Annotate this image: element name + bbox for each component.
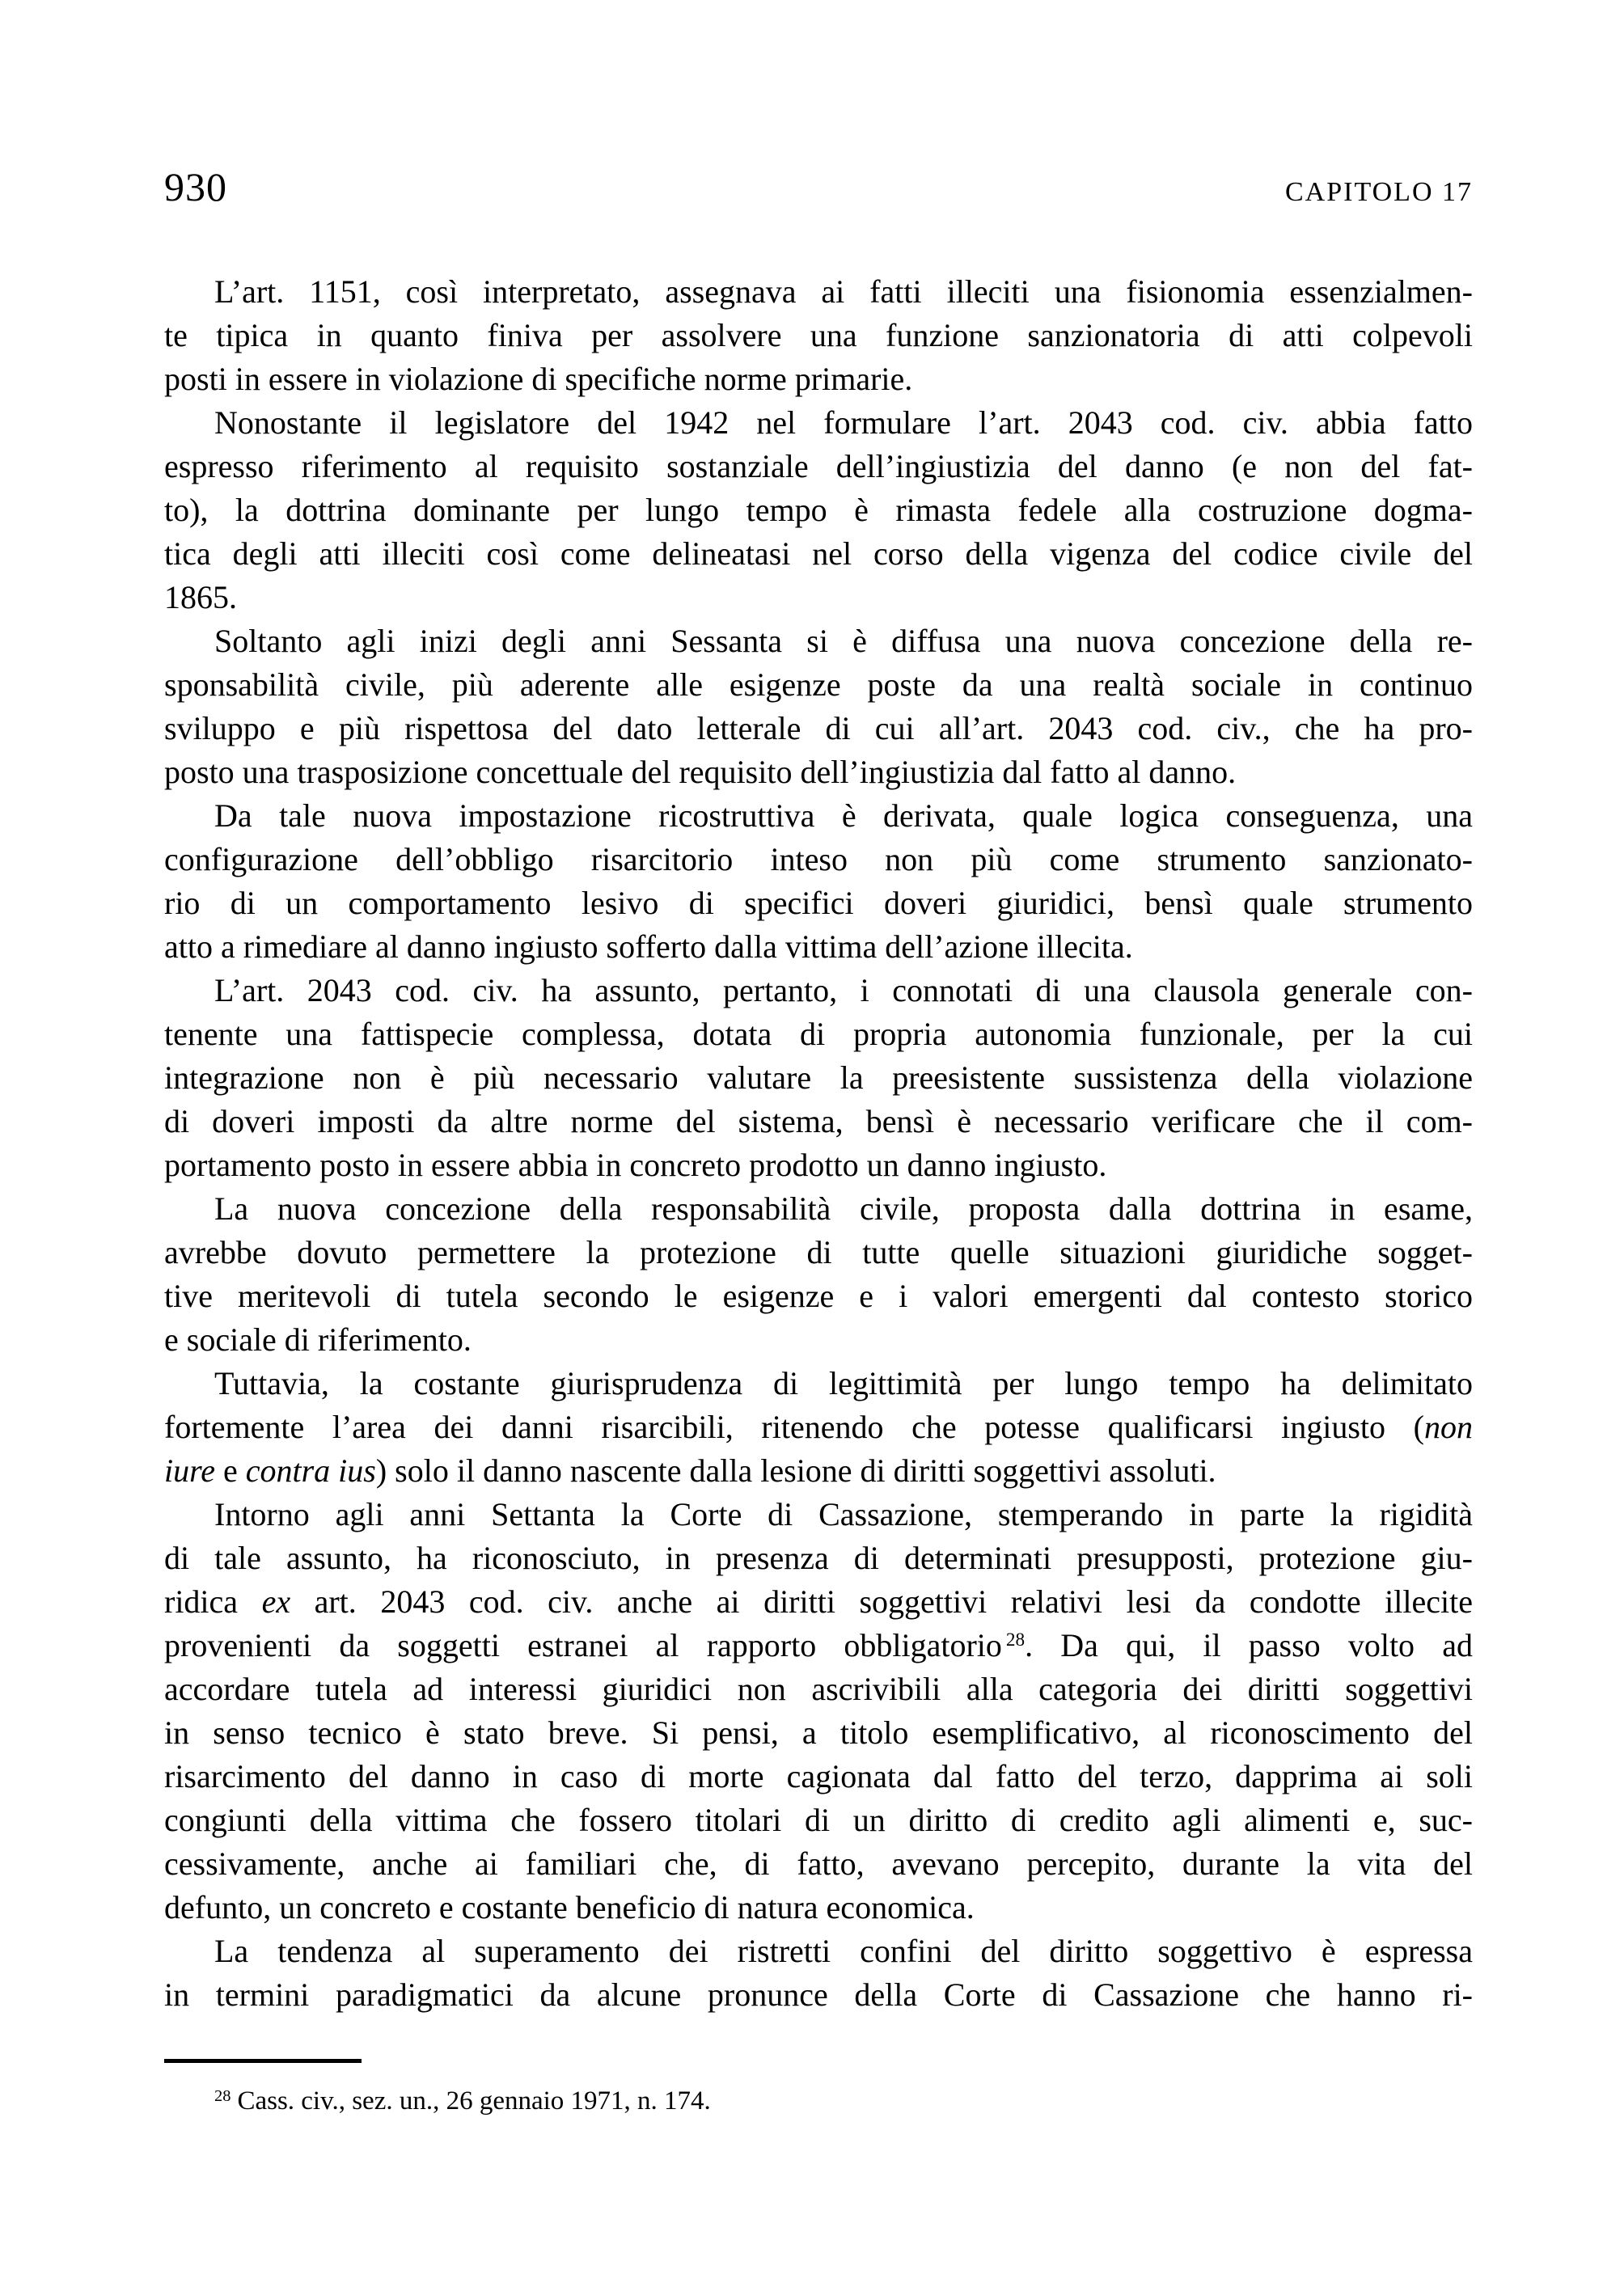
text-line — [164, 663, 1473, 707]
text-line — [164, 838, 1473, 881]
body-text — [164, 270, 1473, 2017]
text-line — [164, 1842, 1473, 1886]
text-segment: di doveri imposti da altre norme del sistema, bensì è necessario verificare che il com- — [164, 1103, 1473, 1139]
text-line — [164, 1886, 1473, 1930]
paragraph — [164, 969, 1473, 1187]
text-line — [164, 925, 1473, 969]
text-segment: ) solo il danno nascente dalla lesione di diritti soggettivi assoluti. — [375, 1452, 1216, 1489]
text-segment: tenente una fattispecie complessa, dotata di propria autonomia funzionale, per la cui — [164, 1016, 1473, 1052]
text-line — [164, 1624, 1473, 1668]
text-segment: congiunti della vittima che fossero titolari di un diritto di credito agli alimenti e, suc- — [164, 1802, 1473, 1838]
text-line — [164, 314, 1473, 357]
text-segment: fortemente l’area dei danni risarcibili, ritenendo che potesse qualificarsi ingiusto ( — [164, 1409, 1424, 1445]
text-segment: art. 2043 cod. civ. anche ai diritti soggettivi relativi lesi da condotte illecite — [290, 1583, 1473, 1620]
text-segment: Tuttavia, la costante giurisprudenza di legittimità per lungo tempo ha delimitato — [214, 1365, 1473, 1401]
text-segment: atto a rimediare al danno ingiusto sofferto dalla vittima dell’azione illecita. — [164, 928, 1133, 965]
text-line — [164, 794, 1473, 838]
footnote-separator — [164, 2059, 362, 2063]
text-segment: La tendenza al superamento dei ristretti confini del diritto soggettivo è espressa — [214, 1933, 1473, 1969]
text-line — [164, 707, 1473, 750]
text-segment: posto una trasposizione concettuale del requisito dell’ingiustizia dal fatto al danno. — [164, 754, 1237, 790]
text-line — [164, 881, 1473, 925]
text-segment: e — [214, 1452, 246, 1489]
text-segment: tica degli atti illeciti così come delineatasi nel corso della vigenza del codice civile del — [164, 535, 1473, 572]
paragraph — [164, 619, 1473, 794]
text-segment: sponsabilità civile, più aderente alle esigenze poste da una realtà sociale in continuo — [164, 666, 1473, 703]
text-segment: tive meritevoli di tutela secondo le esigenze e i valori emergenti dal contesto storico — [164, 1278, 1473, 1314]
text-segment: contra ius — [245, 1452, 376, 1489]
paragraph — [164, 401, 1473, 619]
text-segment: L’art. 1151, così interpretato, assegnava ai fatti illeciti una fisionomia essenzialmen- — [214, 273, 1473, 310]
text-line — [164, 1274, 1473, 1318]
text-segment: Nonostante il legislatore del 1942 nel formulare l’art. 2043 cod. civ. abbia fatto — [214, 404, 1473, 441]
text-segment: iure — [164, 1452, 215, 1489]
text-line — [164, 532, 1473, 576]
text-segment: posti in essere in violazione di specifiche norme primarie. — [164, 361, 913, 397]
paragraph — [164, 1493, 1473, 1930]
text-segment: to), la dottrina dominante per lungo tempo è rimasta fedele alla costruzione dogma- — [164, 492, 1473, 528]
text-segment: cessivamente, anche ai familiari che, di fatto, avevano percepito, durante la vita del — [164, 1845, 1473, 1882]
footnote-marker: 28 — [214, 2086, 231, 2105]
text-segment: ridica — [164, 1583, 262, 1620]
paragraph — [164, 270, 1473, 401]
chapter-header: CAPITOLO 17 — [1285, 177, 1473, 207]
text-segment: te tipica in quanto finiva per assolvere una funzione sanzionatoria di atti colpevoli — [164, 317, 1473, 353]
text-line — [164, 1580, 1473, 1624]
text-segment: in senso tecnico è stato breve. Si pensi, a titolo esemplificativo, al riconoscimento del — [164, 1714, 1473, 1751]
text-segment: sviluppo e più rispettosa del dato letterale di cui all’art. 2043 cod. civ., che ha pro- — [164, 710, 1473, 746]
text-line — [164, 270, 1473, 314]
text-line — [164, 1187, 1473, 1231]
text-segment: e sociale di riferimento. — [164, 1321, 472, 1358]
text-line — [164, 1143, 1473, 1187]
text-segment: risarcimento del danno in caso di morte cagionata dal fatto del terzo, dapprima ai soli — [164, 1758, 1473, 1794]
text-line — [164, 1318, 1473, 1362]
text-line — [164, 1056, 1473, 1100]
text-line — [164, 1973, 1473, 2017]
text-segment: . Da qui, il passo volto ad — [1025, 1627, 1473, 1663]
text-segment: Intorno agli anni Settanta la Corte di Cassazione, stemperando in parte la rigidità — [214, 1496, 1473, 1532]
text-segment: integrazione non è più necessario valutare la preesistente sussistenza della violazione — [164, 1059, 1473, 1096]
text-line — [164, 1711, 1473, 1755]
text-segment: L’art. 2043 cod. civ. ha assunto, pertanto, i connotati di una clausola generale con- — [214, 972, 1473, 1008]
text-segment: in termini paradigmatici da alcune pronunce della Corte di Cassazione che hanno ri- — [164, 1976, 1473, 2013]
text-line — [164, 488, 1473, 532]
text-line — [164, 1799, 1473, 1842]
footnote-ref: 28 — [1005, 1629, 1026, 1651]
text-line — [164, 1668, 1473, 1711]
text-line — [164, 1100, 1473, 1143]
text-segment: espresso riferimento al requisito sostanziale dell’ingiustizia del danno (e non del fat- — [164, 448, 1473, 484]
text-segment: Da tale nuova impostazione ricostruttiva è derivata, quale logica conseguenza, una — [214, 797, 1473, 834]
text-line — [164, 1449, 1473, 1493]
paragraph — [164, 794, 1473, 969]
footnote-text: Cass. civ., sez. un., 26 gennaio 1971, n. 174. — [237, 2086, 711, 2116]
text-segment: avrebbe dovuto permettere la protezione di tutte quelle situazioni giuridiche sogget- — [164, 1234, 1473, 1270]
text-line — [164, 1362, 1473, 1405]
text-line — [164, 1755, 1473, 1799]
text-line — [164, 1930, 1473, 1973]
text-segment: ex — [261, 1583, 291, 1620]
paragraph — [164, 1362, 1473, 1493]
text-segment: configurazione dell’obbligo risarcitorio inteso non più come strumento sanzionato- — [164, 841, 1473, 877]
text-segment: La nuova concezione della responsabilità civile, proposta dalla dottrina in esame, — [214, 1190, 1473, 1227]
text-segment: 1865. — [164, 579, 237, 615]
text-line — [164, 445, 1473, 488]
text-segment: defunto, un concreto e costante beneficio di natura economica. — [164, 1889, 975, 1925]
text-line — [164, 1231, 1473, 1274]
page-header — [164, 164, 1473, 209]
text-line — [164, 619, 1473, 663]
text-line — [164, 401, 1473, 445]
text-line — [164, 969, 1473, 1012]
footnote — [164, 2083, 1473, 2119]
page-number: 930 — [164, 164, 227, 209]
text-segment: accordare tutela ad interessi giuridici non ascrivibili alla categoria dei diritti soggettivi — [164, 1671, 1473, 1707]
text-line — [164, 1012, 1473, 1056]
text-line — [164, 1536, 1473, 1580]
text-segment: Soltanto agli inizi degli anni Sessanta si è diffusa una nuova concezione della re- — [214, 623, 1473, 659]
text-line — [164, 1405, 1473, 1449]
text-segment: provenienti da soggetti estranei al rapporto obbligatorio — [164, 1627, 1002, 1663]
text-line — [164, 576, 1473, 619]
text-segment: non — [1424, 1409, 1473, 1445]
text-segment: portamento posto in essere abbia in concreto prodotto un danno ingiusto. — [164, 1147, 1107, 1183]
paragraph — [164, 1930, 1473, 2017]
text-segment: rio di un comportamento lesivo di specifici doveri giuridici, bensì quale strumento — [164, 885, 1473, 921]
text-segment: di tale assunto, ha riconosciuto, in presenza di determinati presupposti, protezione giu- — [164, 1540, 1473, 1576]
text-line — [164, 1493, 1473, 1536]
text-line — [164, 357, 1473, 401]
paragraph — [164, 1187, 1473, 1362]
text-line — [164, 750, 1473, 794]
